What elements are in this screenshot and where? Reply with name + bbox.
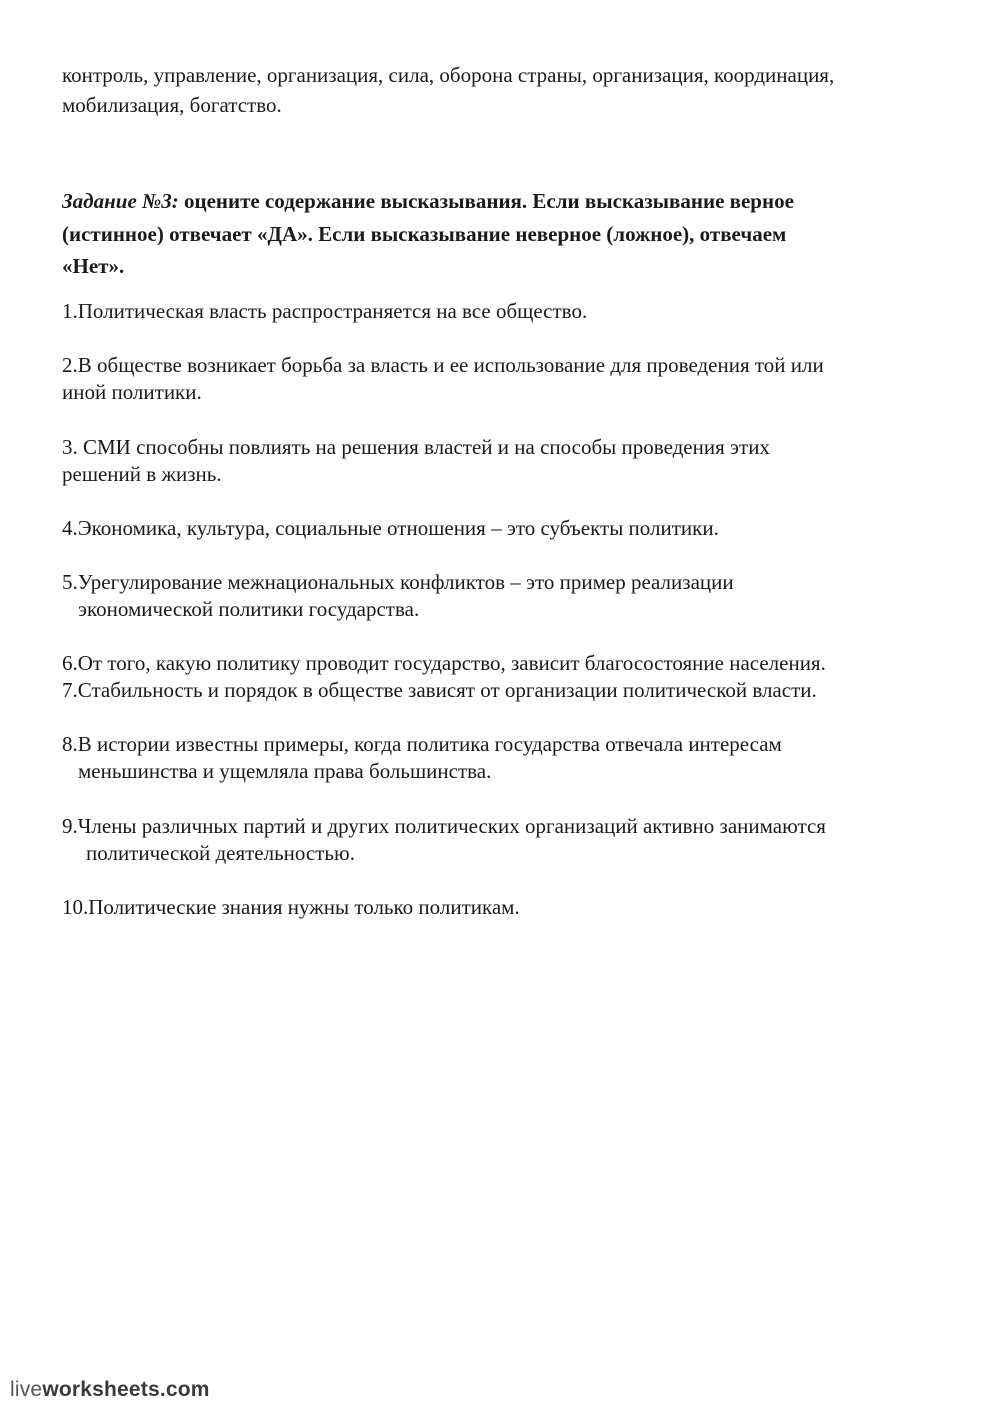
task-heading-text: оцените содержание высказывания. Если высказывание верное xyxy=(178,189,794,213)
statement-2-line-1: 2.В обществе возникает борьба за власть и ее использование для проведения той или xyxy=(62,353,824,377)
statement-1: 1.Политическая власть распространяется на все общество. xyxy=(62,299,588,323)
statement-10: 10.Политические знания нужны только политикам. xyxy=(62,895,520,919)
statement-5-line-1: 5.Урегулирование межнациональных конфликтов – это пример реализации xyxy=(62,570,734,594)
statement-3-line-1: 3. СМИ способны повлиять на решения властей и на способы проведения этих xyxy=(62,435,770,459)
statement-4: 4.Экономика, культура, социальные отношения – это субъекты политики. xyxy=(62,516,719,540)
task-label: Задание №3: xyxy=(62,189,179,213)
statement-5-line-2: экономической политики государства. xyxy=(78,597,420,621)
intro-line-2: мобилизация, богатство. xyxy=(62,93,282,117)
statement-9-line-2: политической деятельностью. xyxy=(86,841,355,865)
watermark-prefix: live xyxy=(10,1378,43,1401)
statement-2-line-2: иной политики. xyxy=(62,380,202,404)
task-heading-line-1 xyxy=(62,188,794,215)
task-heading-line-3: «Нет». xyxy=(62,254,125,278)
statement-8-line-2: меньшинства и ущемляла права большинства. xyxy=(78,759,492,783)
task-heading-line-2: (истинное) отвечает «ДА». Если высказывание неверное (ложное), отвечаем xyxy=(62,222,787,246)
statement-9-line-1: 9.Члены различных партий и других политических организаций активно занимаются xyxy=(62,814,826,838)
liveworksheets-watermark xyxy=(10,1378,210,1402)
statement-7: 7.Стабильность и порядок в обществе зависят от организации политической власти. xyxy=(62,678,817,702)
statement-3-line-2: решений в жизнь. xyxy=(62,462,222,486)
statement-6: 6.От того, какую политику проводит государство, зависит благосостояние населения. xyxy=(62,651,826,675)
statement-8-line-1: 8.В истории известны примеры, когда политика государства отвечала интересам xyxy=(62,732,782,756)
intro-line-1: контроль, управление, организация, сила, оборона страны, организация, координация, xyxy=(62,63,835,87)
watermark-brand: worksheets.com xyxy=(42,1378,210,1401)
